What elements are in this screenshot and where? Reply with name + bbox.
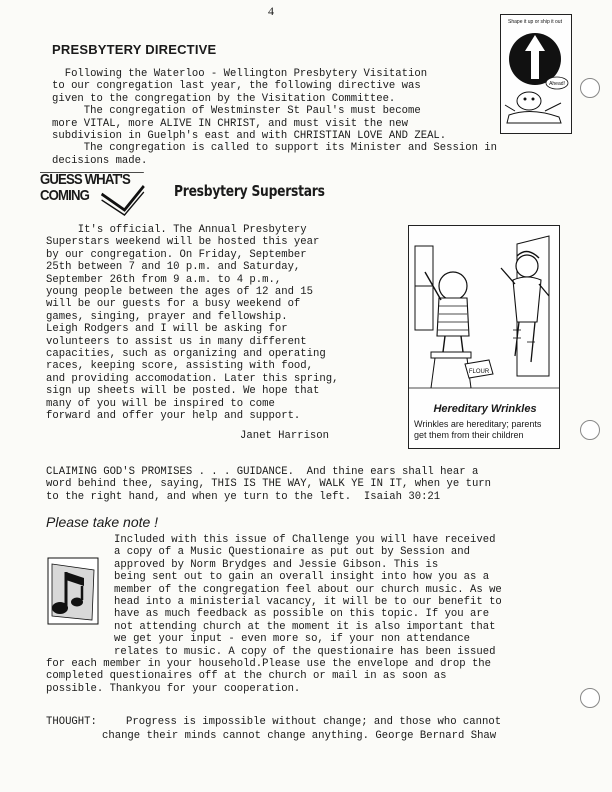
text-line: we get your input - even more so, if your non attendance bbox=[114, 633, 471, 646]
directive-body bbox=[52, 68, 497, 167]
text-line: decisions made. bbox=[52, 154, 148, 167]
text-line: Superstars weekend will be hosted this year bbox=[46, 236, 320, 249]
text-line: word behind thee, saying, THIS IS THE WAY, WALK YE IN IT, when ye turn bbox=[46, 478, 492, 491]
note-body-full bbox=[46, 658, 491, 695]
cartoon-title: Hereditary Wrinkles bbox=[433, 403, 537, 415]
text-line: member of the congregation feel about our church music. As we bbox=[114, 583, 502, 596]
logo-line-2: COMING bbox=[40, 187, 89, 204]
cartoon-bubble-text: Ahead! bbox=[549, 81, 565, 87]
superstars-body bbox=[46, 224, 338, 423]
text-line: to our congregation last year, the following directive was bbox=[52, 80, 421, 93]
text-line: more VITAL, more ALIVE IN CHRIST, and must visit the new bbox=[52, 117, 409, 130]
text-line: being sent out to gain an overall insight into how you as a bbox=[114, 571, 490, 584]
logo-line-1: GUESS WHAT'S bbox=[40, 171, 130, 188]
logo-chevron-icon bbox=[40, 172, 146, 216]
thought-line-2: change their minds cannot change anything. George Bernard Shaw bbox=[102, 730, 497, 742]
text-line: completed questionaires off at the church or mail in as soon as bbox=[46, 670, 447, 683]
cartoon-top-text: Shape it up or ship it out bbox=[508, 19, 562, 25]
text-line: for each member in your household.Please use the envelope and drop the bbox=[46, 658, 492, 670]
presbytery-superstars-heading: Presbytery Superstars bbox=[174, 182, 325, 200]
thought-label: THOUGHT: bbox=[46, 716, 97, 728]
text-line: head into a ministerial vacancy, it will be to our benefit to bbox=[114, 596, 502, 609]
text-line: to the right hand, and when ye turn to the left. Isaiah 30:21 bbox=[46, 490, 441, 503]
text-line: capacities, such as organizing and operating bbox=[46, 348, 326, 361]
text-line: and providing accomodation. Later this spring, bbox=[46, 372, 339, 385]
text-line: a copy of a Music Questionaire as put out by Session and bbox=[114, 546, 471, 559]
text-line: The congregation of Westminster St Paul's must become bbox=[52, 105, 421, 118]
text-line: The congregation is called to support its Minister and Session in bbox=[52, 142, 498, 155]
note-body-indented bbox=[114, 534, 502, 658]
please-take-note-heading: Please take note ! bbox=[46, 514, 159, 530]
text-line: Leigh Rodgers and I will be asking for bbox=[46, 323, 288, 336]
text-line: games, singing, prayer and fellowship. bbox=[46, 310, 288, 323]
text-line: subdivision in Guelph's east and with CHRISTIAN LOVE AND ZEAL. bbox=[52, 130, 447, 143]
binder-hole bbox=[580, 688, 600, 708]
presbytery-directive-heading: PRESBYTERY DIRECTIVE bbox=[52, 42, 217, 57]
music-note-icon bbox=[46, 556, 102, 628]
cartoon-illustration-icon bbox=[409, 226, 559, 401]
text-line: forward and offer your help and support. bbox=[46, 410, 301, 423]
text-line: CLAIMING GOD'S PROMISES . . . GUIDANCE. And thine ears shall hear a bbox=[46, 466, 479, 478]
text-line: relates to music. A copy of the questionaire has been issued bbox=[114, 645, 496, 658]
text-line: have as much feedback as possible on this topic. If you are bbox=[114, 608, 490, 621]
text-line: young people between the ages of 12 and 15 bbox=[46, 286, 314, 299]
arrow-sign-icon bbox=[501, 15, 571, 133]
thought-line-1: Progress is impossible without change; and those who cannot bbox=[126, 716, 502, 728]
text-line: given to the congregation by the Visitation Committee. bbox=[52, 92, 396, 105]
text-line: possible. Thankyou for your cooperation. bbox=[46, 682, 301, 695]
signature: Janet Harrison bbox=[240, 430, 330, 442]
cartoon-caption bbox=[414, 403, 556, 441]
binder-hole bbox=[580, 420, 600, 440]
text-line: approved by Norm Brydges and Jessie Gibson. This is bbox=[114, 558, 439, 571]
text-line: September 26th from 9 a.m. to 4 p.m., bbox=[46, 273, 282, 286]
text-line: Included with this issue of Challenge you will have received bbox=[114, 534, 496, 546]
text-line: not attending church at the moment it is also important that bbox=[114, 620, 496, 633]
page-number: 4 bbox=[268, 4, 274, 18]
text-line: sign up sheets will be posted. We hope that bbox=[46, 385, 320, 398]
text-line: 25th between 7 and 10 p.m. and Saturday, bbox=[46, 261, 301, 274]
gods-promises bbox=[46, 466, 491, 503]
cartoon-caption-text: Wrinkles are hereditary; parents get them from their children bbox=[414, 419, 542, 440]
flour-label: FLOUR bbox=[468, 369, 490, 375]
text-line: races, keeping score, assisting with food, bbox=[46, 360, 314, 373]
text-line: will be our guests for a busy weekend of bbox=[46, 298, 301, 311]
guess-whats-coming-logo bbox=[40, 172, 144, 216]
text-line: It's official. The Annual Presbytery bbox=[46, 224, 307, 236]
binder-hole bbox=[580, 78, 600, 98]
arrow-cartoon bbox=[500, 14, 572, 134]
text-line: by our congregation. On Friday, September bbox=[46, 248, 307, 261]
text-line: many of you will be inspired to come bbox=[46, 397, 275, 410]
text-line: Following the Waterloo - Wellington Presbytery Visitation bbox=[52, 68, 428, 80]
music-note-graphic bbox=[46, 556, 102, 628]
text-line: volunteers to assist us in many different bbox=[46, 335, 307, 348]
